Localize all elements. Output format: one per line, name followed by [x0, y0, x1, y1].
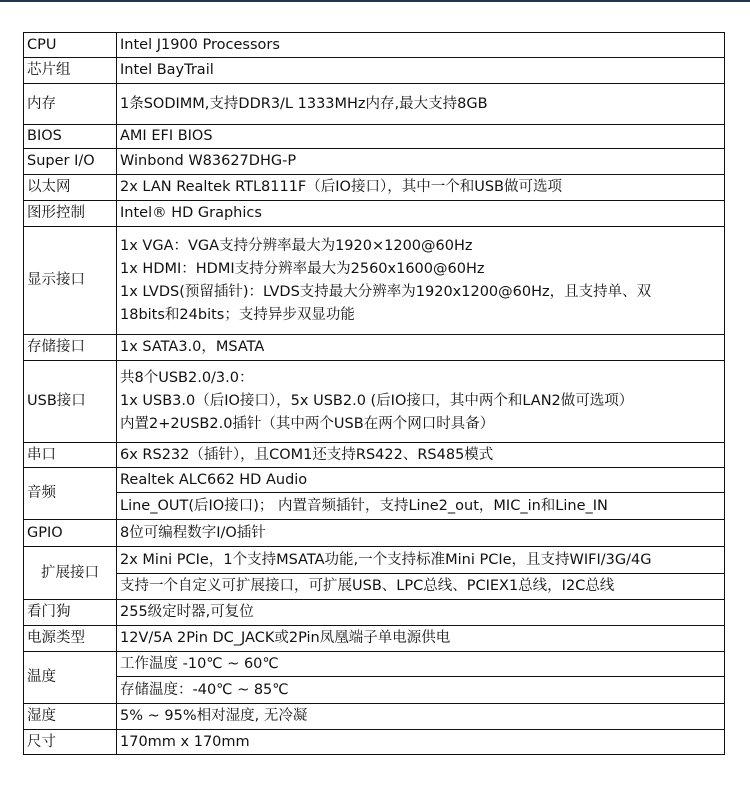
spec-row	[24, 730, 725, 755]
spec-row	[24, 600, 725, 626]
spec-value-line: 共8个USB2.0/3.0：	[120, 370, 254, 386]
spec-value-line: 18bits和24bits；支持异步双显功能	[120, 306, 355, 323]
spec-value	[117, 227, 725, 335]
spec-label: 音频	[24, 468, 117, 520]
spec-row	[24, 547, 725, 574]
spec-label: 串口	[24, 443, 117, 468]
spec-value-line: 1x LVDS(预留插针)：LVDS支持最大分辨率为1920x1200@60Hz，且支持单、双	[120, 283, 652, 300]
spec-label: GPIO	[24, 520, 117, 547]
spec-label: BIOS	[24, 125, 117, 149]
spec-value: Realtek ALC662 HD Audio	[117, 468, 725, 493]
spec-label: 内存	[24, 84, 117, 125]
spec-label: 温度	[24, 652, 117, 704]
spec-label: 电源类型	[24, 626, 117, 652]
spec-row	[24, 652, 725, 677]
spec-value: 工作温度 -10℃ ~ 60℃	[117, 652, 725, 677]
spec-value: 170mm x 170mm	[117, 730, 725, 755]
spec-value: AMI EFI BIOS	[117, 125, 725, 149]
spec-row	[24, 84, 725, 125]
spec-row	[24, 149, 725, 175]
spec-row	[24, 574, 725, 600]
spec-value-line: 1x HDMI：HDMI支持分辨率最大为2560x1600@60Hz	[120, 260, 485, 277]
spec-value: Line_OUT(后IO接口)； 内置音频插针，支持Line2_out，MIC_in和Line_IN	[117, 493, 725, 520]
spec-value: 2x Mini PCIe，1个支持MSATA功能,一个支持标准Mini PCIe，且支持WIFI/3G/4G	[117, 547, 725, 574]
spec-row	[24, 175, 725, 201]
spec-label: CPU	[24, 33, 117, 58]
spec-row	[24, 361, 725, 443]
spec-value: 2x LAN Realtek RTL8111F（后IO接口），其中一个和USB做可选项	[117, 175, 725, 201]
spec-label: 图形控制	[24, 201, 117, 227]
spec-value: 1x SATA3.0，MSATA	[117, 335, 725, 361]
spec-label: USB接口	[24, 361, 117, 443]
spec-value: 8位可编程数字I/O插针	[117, 520, 725, 547]
spec-value: 5% ~ 95%相对湿度, 无冷凝	[117, 704, 725, 730]
top-divider	[0, 0, 750, 2]
spec-label: 湿度	[24, 704, 117, 730]
spec-row	[24, 493, 725, 520]
spec-value-line: 1x VGA：VGA支持分辨率最大为1920×1200@60Hz	[120, 237, 473, 254]
spec-label: 看门狗	[24, 600, 117, 626]
spec-row	[24, 58, 725, 84]
spec-label: 存储接口	[24, 335, 117, 361]
spec-row	[24, 520, 725, 547]
spec-value: 存储温度：-40℃ ~ 85℃	[117, 677, 725, 704]
spec-row	[24, 626, 725, 652]
spec-row	[24, 443, 725, 468]
spec-value: 12V/5A 2Pin DC_JACK或2Pin凤凰端子单电源供电	[117, 626, 725, 652]
spec-label: 以太网	[24, 175, 117, 201]
spec-label: 尺寸	[24, 730, 117, 755]
spec-value: Intel J1900 Processors	[117, 33, 725, 58]
spec-value: Intel BayTrail	[117, 58, 725, 84]
spec-row	[24, 33, 725, 58]
spec-row	[24, 677, 725, 704]
spec-value-line: 1x USB3.0（后IO接口），5x USB2.0 (后IO接口，其中两个和LAN2做可选项）	[120, 393, 634, 409]
spec-value: 255级定时器,可复位	[117, 600, 725, 626]
spec-row	[24, 227, 725, 335]
spec-value	[117, 361, 725, 443]
spec-value: 支持一个自定义可扩展接口，可扩展USB、LPC总线、PCIEX1总线，I2C总线	[117, 574, 725, 600]
spec-row	[24, 335, 725, 361]
spec-row	[24, 201, 725, 227]
spec-row	[24, 704, 725, 730]
spec-label: Super I/O	[24, 149, 117, 175]
spec-value: Winbond W83627DHG-P	[117, 149, 725, 175]
spec-label: 显示接口	[24, 227, 117, 335]
spec-value-line: 内置2+2USB2.0插针（其中两个USB在两个网口时具备）	[120, 416, 495, 432]
spec-row	[24, 468, 725, 493]
spec-value: 1条SODIMM,支持DDR3/L 1333MHz内存,最大支持8GB	[117, 84, 725, 125]
spec-label: 扩展接口	[24, 547, 117, 600]
spec-label: 芯片组	[24, 58, 117, 84]
spec-value: 6x RS232（插针），且COM1还支持RS422、RS485模式	[117, 443, 725, 468]
spec-row	[24, 125, 725, 149]
spec-value: Intel® HD Graphics	[117, 201, 725, 227]
spec-table	[23, 32, 725, 755]
